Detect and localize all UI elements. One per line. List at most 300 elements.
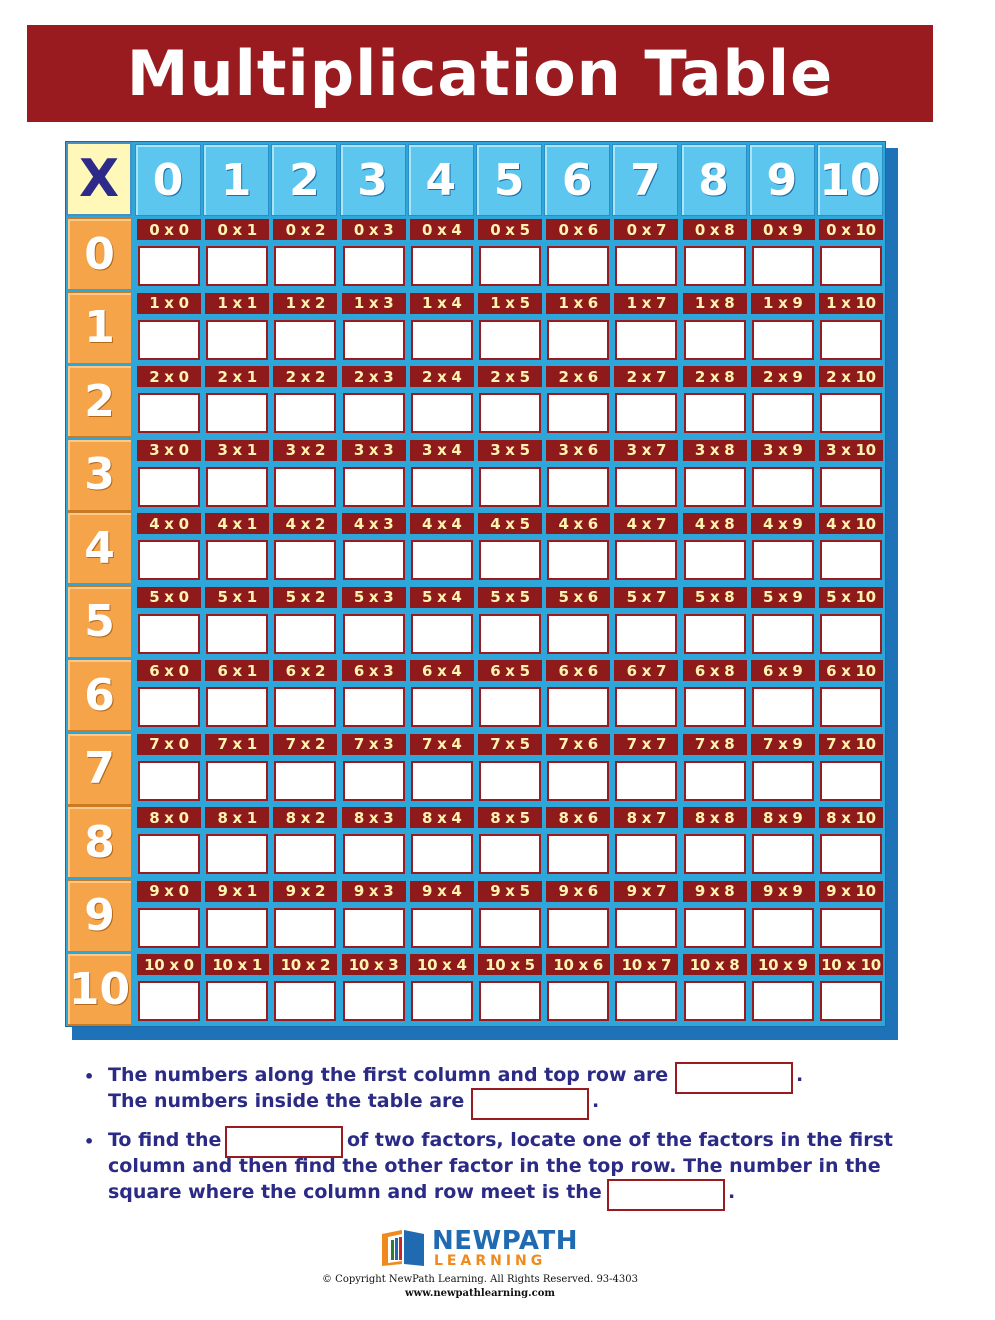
cell-label: 5 x 3 (342, 587, 406, 608)
answer-box[interactable] (479, 981, 541, 1021)
cell-label: 8 x 4 (410, 807, 474, 828)
cell-label: 7 x 7 (614, 734, 678, 755)
table-cell (819, 734, 883, 804)
answer-box[interactable] (615, 320, 677, 360)
answer-box[interactable] (274, 540, 336, 580)
cell-label: 1 x 0 (137, 293, 201, 314)
answer-box[interactable] (274, 467, 336, 507)
cell-label: 10 x 10 (819, 954, 883, 975)
table-cell (819, 513, 883, 583)
cell-label: 8 x 3 (342, 807, 406, 828)
answer-box[interactable] (615, 540, 677, 580)
note-punct: . (592, 1090, 600, 1112)
table-cell (614, 587, 678, 657)
table-cell (546, 440, 610, 510)
answer-box[interactable] (343, 540, 405, 580)
answer-box[interactable] (820, 614, 882, 654)
answer-box[interactable] (138, 467, 200, 507)
answer-box[interactable] (615, 761, 677, 801)
cell-label: 0 x 5 (478, 219, 542, 240)
answer-box[interactable] (820, 761, 882, 801)
answer-box[interactable] (684, 834, 746, 874)
answer-box[interactable] (206, 467, 268, 507)
cell-label: 0 x 0 (137, 219, 201, 240)
answer-box[interactable] (684, 614, 746, 654)
table-cell (342, 734, 406, 804)
note-line: The numbers along the first column and top row are (108, 1064, 669, 1086)
cell-label: 1 x 8 (683, 293, 747, 314)
table-cell (546, 881, 610, 951)
answer-box[interactable] (684, 761, 746, 801)
cell-label: 1 x 10 (819, 293, 883, 314)
table-cell (614, 513, 678, 583)
cell-label: 7 x 4 (410, 734, 474, 755)
note-line: square where the column and row meet is the (108, 1181, 602, 1203)
answer-box[interactable] (479, 320, 541, 360)
answer-box[interactable] (820, 981, 882, 1021)
cell-label: 8 x 10 (819, 807, 883, 828)
answer-box[interactable] (615, 614, 677, 654)
answer-box[interactable] (752, 393, 814, 433)
cell-label: 6 x 10 (819, 660, 883, 681)
answer-box[interactable] (411, 834, 473, 874)
answer-box[interactable] (479, 687, 541, 727)
cell-label: 10 x 6 (546, 954, 610, 975)
table-cell (478, 807, 542, 877)
answer-box[interactable] (274, 393, 336, 433)
answer-box[interactable] (479, 467, 541, 507)
answer-box[interactable] (820, 540, 882, 580)
table-cell (205, 587, 269, 657)
table-cell (273, 219, 337, 289)
corner-symbol: X (66, 142, 132, 216)
row-header: 6 (67, 659, 132, 731)
answer-box[interactable] (547, 393, 609, 433)
answer-box[interactable] (547, 981, 609, 1021)
answer-box[interactable] (547, 540, 609, 580)
table-cell (546, 660, 610, 730)
table-cell (819, 881, 883, 951)
answer-box[interactable] (547, 467, 609, 507)
cell-label: 2 x 6 (546, 366, 610, 387)
table-cell (819, 954, 883, 1024)
cell-label: 4 x 9 (751, 513, 815, 534)
column-header: 9 (749, 144, 815, 216)
cell-label: 3 x 10 (819, 440, 883, 461)
note-line: column and then find the other factor in the top row. The number in the (108, 1155, 881, 1177)
answer-box[interactable] (615, 467, 677, 507)
answer-box[interactable] (752, 981, 814, 1021)
table-cell (273, 587, 337, 657)
cell-label: 0 x 8 (683, 219, 747, 240)
row-header: 8 (67, 806, 132, 878)
cell-label: 0 x 2 (273, 219, 337, 240)
bullet-icon: • (84, 1067, 95, 1086)
copyright-text: © Copyright NewPath Learning. All Rights Reserved. 93-4303 (321, 1274, 638, 1285)
answer-box[interactable] (547, 614, 609, 654)
table-cell (342, 293, 406, 363)
cell-label: 2 x 4 (410, 366, 474, 387)
answer-box[interactable] (479, 761, 541, 801)
answer-box[interactable] (274, 761, 336, 801)
table-cell (546, 219, 610, 289)
cell-label: 1 x 9 (751, 293, 815, 314)
cell-label: 7 x 5 (478, 734, 542, 755)
table-cell (751, 954, 815, 1024)
table-cell (410, 807, 474, 877)
table-cell (751, 881, 815, 951)
answer-box[interactable] (206, 834, 268, 874)
cell-label: 4 x 0 (137, 513, 201, 534)
answer-box[interactable] (343, 467, 405, 507)
table-cell (205, 660, 269, 730)
cell-label: 8 x 1 (205, 807, 269, 828)
answer-box[interactable] (615, 393, 677, 433)
table-cell (751, 734, 815, 804)
cell-label: 8 x 8 (683, 807, 747, 828)
answer-box[interactable] (274, 908, 336, 948)
table-cell (137, 881, 201, 951)
answer-box[interactable] (411, 687, 473, 727)
answer-box[interactable] (684, 393, 746, 433)
table-cell (205, 293, 269, 363)
answer-box[interactable] (274, 246, 336, 286)
cell-label: 7 x 3 (342, 734, 406, 755)
answer-box[interactable] (547, 834, 609, 874)
table-cell (410, 440, 474, 510)
cell-label: 9 x 1 (205, 881, 269, 902)
table-cell (205, 219, 269, 289)
table-cell (751, 513, 815, 583)
answer-box[interactable] (274, 320, 336, 360)
answer-box[interactable] (684, 246, 746, 286)
table-cell (546, 734, 610, 804)
table-cell (683, 660, 747, 730)
table-cell (410, 513, 474, 583)
cell-label: 9 x 8 (683, 881, 747, 902)
answer-box[interactable] (343, 246, 405, 286)
cell-label: 10 x 2 (273, 954, 337, 975)
answer-box[interactable] (752, 246, 814, 286)
answer-box[interactable] (206, 761, 268, 801)
cell-label: 6 x 5 (478, 660, 542, 681)
cell-label: 8 x 9 (751, 807, 815, 828)
answer-box[interactable] (684, 540, 746, 580)
answer-box[interactable] (820, 467, 882, 507)
answer-box[interactable] (820, 908, 882, 948)
answer-box[interactable] (206, 540, 268, 580)
answer-box[interactable] (138, 540, 200, 580)
cell-label: 3 x 9 (751, 440, 815, 461)
cell-label: 4 x 4 (410, 513, 474, 534)
table-cell (410, 293, 474, 363)
cell-label: 10 x 0 (137, 954, 201, 975)
answer-box[interactable] (138, 908, 200, 948)
answer-box[interactable] (820, 393, 882, 433)
table-cell (137, 587, 201, 657)
answer-box[interactable] (752, 320, 814, 360)
answer-box[interactable] (547, 320, 609, 360)
answer-box[interactable] (752, 908, 814, 948)
cell-label: 10 x 9 (751, 954, 815, 975)
table-cell (683, 219, 747, 289)
table-cell (410, 219, 474, 289)
logo-subword: LEARNING (434, 1253, 547, 1269)
note-punct: . (796, 1064, 804, 1086)
table-cell (205, 954, 269, 1024)
table-cell (683, 366, 747, 436)
table-cell (137, 954, 201, 1024)
table-cell (137, 366, 201, 436)
answer-box[interactable] (820, 834, 882, 874)
answer-box[interactable] (547, 908, 609, 948)
answer-box[interactable] (752, 540, 814, 580)
answer-box[interactable] (138, 393, 200, 433)
table-cell (683, 513, 747, 583)
answer-box[interactable] (343, 981, 405, 1021)
answer-box[interactable] (547, 761, 609, 801)
column-header: 8 (681, 144, 747, 216)
table-cell (614, 734, 678, 804)
website-link[interactable]: www.newpathlearning.com (405, 1288, 555, 1299)
answer-box[interactable] (684, 981, 746, 1021)
table-cell (137, 219, 201, 289)
answer-box[interactable] (206, 687, 268, 727)
table-cell (478, 881, 542, 951)
answer-box[interactable] (274, 981, 336, 1021)
note-line: To find the (108, 1129, 222, 1151)
table-cell (614, 366, 678, 436)
answer-box[interactable] (411, 246, 473, 286)
answer-box[interactable] (343, 761, 405, 801)
table-cell (410, 954, 474, 1024)
answer-box[interactable] (411, 981, 473, 1021)
cell-label: 6 x 0 (137, 660, 201, 681)
table-cell (683, 881, 747, 951)
answer-box[interactable] (206, 246, 268, 286)
table-cell (546, 513, 610, 583)
table-cell (273, 881, 337, 951)
table-cell (546, 954, 610, 1024)
cell-label: 5 x 7 (614, 587, 678, 608)
answer-box[interactable] (411, 393, 473, 433)
answer-box[interactable] (615, 981, 677, 1021)
answer-box[interactable] (343, 614, 405, 654)
table-cell (751, 293, 815, 363)
cell-label: 3 x 5 (478, 440, 542, 461)
answer-box[interactable] (479, 246, 541, 286)
cell-label: 5 x 5 (478, 587, 542, 608)
cell-label: 3 x 7 (614, 440, 678, 461)
table-cell (614, 881, 678, 951)
cell-label: 0 x 6 (546, 219, 610, 240)
table-cell (273, 734, 337, 804)
answer-box[interactable] (820, 687, 882, 727)
logo-wordmark: NEWPATH (432, 1226, 578, 1256)
answer-box[interactable] (684, 467, 746, 507)
answer-box[interactable] (752, 467, 814, 507)
table-cell (273, 293, 337, 363)
answer-box[interactable] (411, 467, 473, 507)
cell-label: 6 x 1 (205, 660, 269, 681)
cell-label: 5 x 4 (410, 587, 474, 608)
cell-label: 3 x 1 (205, 440, 269, 461)
table-cell (751, 807, 815, 877)
table-cell (751, 660, 815, 730)
cell-label: 3 x 4 (410, 440, 474, 461)
cell-label: 9 x 4 (410, 881, 474, 902)
answer-box[interactable] (138, 246, 200, 286)
cell-label: 1 x 2 (273, 293, 337, 314)
answer-blank[interactable] (607, 1179, 725, 1211)
row-header: 0 (67, 218, 132, 290)
cell-label: 3 x 6 (546, 440, 610, 461)
table-cell (478, 513, 542, 583)
answer-box[interactable] (138, 320, 200, 360)
cell-label: 9 x 3 (342, 881, 406, 902)
answer-box[interactable] (138, 761, 200, 801)
answer-box[interactable] (343, 908, 405, 948)
answer-box[interactable] (274, 687, 336, 727)
row-header: 9 (67, 880, 132, 952)
column-header: 2 (271, 144, 337, 216)
answer-box[interactable] (752, 687, 814, 727)
table-cell (205, 513, 269, 583)
table-cell (273, 660, 337, 730)
cell-label: 8 x 6 (546, 807, 610, 828)
answer-box[interactable] (820, 246, 882, 286)
cell-label: 1 x 4 (410, 293, 474, 314)
cell-label: 4 x 1 (205, 513, 269, 534)
answer-box[interactable] (206, 393, 268, 433)
answer-box[interactable] (479, 908, 541, 948)
cell-label: 9 x 9 (751, 881, 815, 902)
cell-label: 5 x 1 (205, 587, 269, 608)
answer-box[interactable] (343, 393, 405, 433)
answer-box[interactable] (752, 761, 814, 801)
cell-label: 5 x 10 (819, 587, 883, 608)
cell-label: 1 x 5 (478, 293, 542, 314)
answer-box[interactable] (479, 834, 541, 874)
answer-box[interactable] (206, 320, 268, 360)
table-cell (614, 293, 678, 363)
column-header: 4 (408, 144, 474, 216)
cell-label: 5 x 6 (546, 587, 610, 608)
answer-blank[interactable] (471, 1088, 589, 1120)
answer-box[interactable] (343, 687, 405, 727)
answer-box[interactable] (343, 320, 405, 360)
table-cell (614, 660, 678, 730)
answer-box[interactable] (206, 614, 268, 654)
cell-label: 9 x 0 (137, 881, 201, 902)
note-line: The numbers inside the table are (108, 1090, 465, 1112)
answer-box[interactable] (547, 687, 609, 727)
table-cell (546, 587, 610, 657)
cell-label: 0 x 1 (205, 219, 269, 240)
table-cell (683, 734, 747, 804)
answer-box[interactable] (138, 834, 200, 874)
cell-label: 4 x 7 (614, 513, 678, 534)
answer-box[interactable] (615, 908, 677, 948)
table-cell (342, 219, 406, 289)
answer-box[interactable] (206, 981, 268, 1021)
answer-box[interactable] (274, 834, 336, 874)
answer-box[interactable] (206, 908, 268, 948)
answer-box[interactable] (274, 614, 336, 654)
answer-box[interactable] (615, 834, 677, 874)
answer-box[interactable] (138, 981, 200, 1021)
table-cell (137, 734, 201, 804)
cell-label: 7 x 1 (205, 734, 269, 755)
cell-label: 2 x 9 (751, 366, 815, 387)
answer-box[interactable] (411, 614, 473, 654)
cell-label: 3 x 8 (683, 440, 747, 461)
table-cell (614, 219, 678, 289)
table-cell (614, 954, 678, 1024)
answer-blank[interactable] (225, 1126, 343, 1158)
table-cell (205, 440, 269, 510)
answer-box[interactable] (411, 320, 473, 360)
table-cell (342, 513, 406, 583)
table-cell (614, 807, 678, 877)
answer-box[interactable] (615, 687, 677, 727)
answer-box[interactable] (752, 614, 814, 654)
table-cell (410, 881, 474, 951)
cell-label: 3 x 3 (342, 440, 406, 461)
cell-label: 6 x 3 (342, 660, 406, 681)
cell-label: 10 x 1 (205, 954, 269, 975)
answer-box[interactable] (479, 540, 541, 580)
answer-box[interactable] (615, 246, 677, 286)
table-cell (410, 734, 474, 804)
answer-box[interactable] (411, 540, 473, 580)
answer-box[interactable] (684, 687, 746, 727)
answer-box[interactable] (138, 614, 200, 654)
cell-label: 5 x 0 (137, 587, 201, 608)
table-cell (819, 440, 883, 510)
answer-box[interactable] (820, 320, 882, 360)
cell-label: 5 x 9 (751, 587, 815, 608)
cell-label: 3 x 2 (273, 440, 337, 461)
table-cell (410, 366, 474, 436)
table-cell (137, 660, 201, 730)
newpath-logo-icon (380, 1228, 426, 1268)
answer-box[interactable] (479, 614, 541, 654)
note-punct: . (728, 1181, 736, 1203)
table-cell (683, 293, 747, 363)
cell-label: 9 x 7 (614, 881, 678, 902)
cell-label: 10 x 8 (683, 954, 747, 975)
table-cell (137, 293, 201, 363)
answer-blank[interactable] (675, 1062, 793, 1094)
cell-label: 2 x 5 (478, 366, 542, 387)
cell-label: 6 x 4 (410, 660, 474, 681)
answer-box[interactable] (479, 393, 541, 433)
cell-label: 4 x 5 (478, 513, 542, 534)
answer-box[interactable] (547, 246, 609, 286)
cell-label: 3 x 0 (137, 440, 201, 461)
answer-box[interactable] (411, 908, 473, 948)
cell-label: 6 x 8 (683, 660, 747, 681)
answer-box[interactable] (411, 761, 473, 801)
table-cell (546, 293, 610, 363)
answer-box[interactable] (138, 687, 200, 727)
answer-box[interactable] (343, 834, 405, 874)
table-cell (137, 513, 201, 583)
answer-box[interactable] (684, 320, 746, 360)
answer-box[interactable] (684, 908, 746, 948)
answer-box[interactable] (752, 834, 814, 874)
